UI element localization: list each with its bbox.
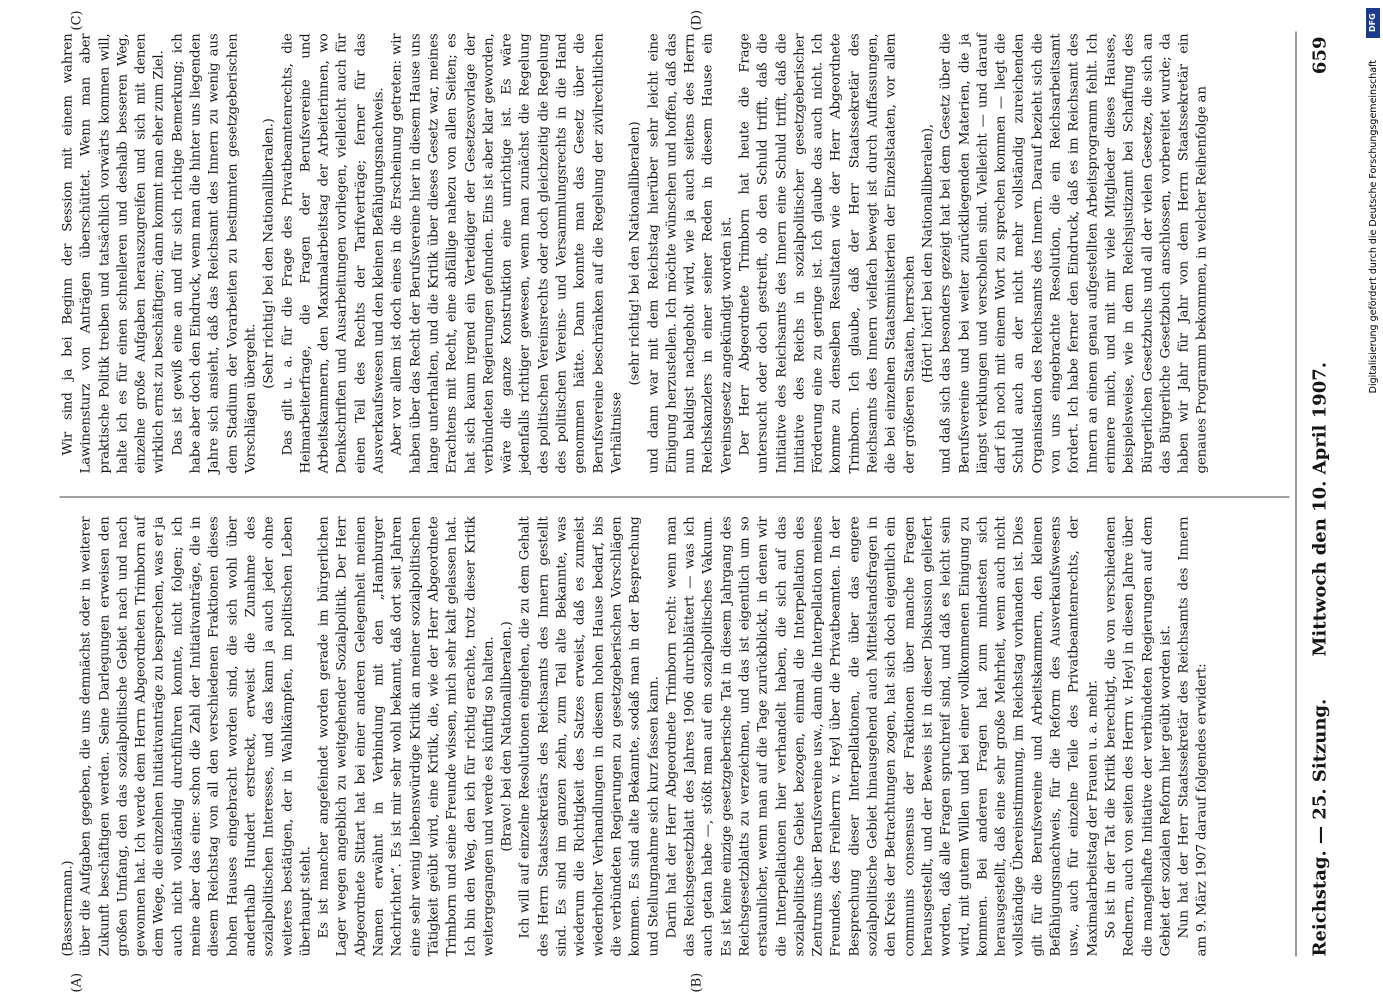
header-date: Mittwoch den 10. April 1907. [1309,361,1331,657]
speaker-name: (Bassermann.) [60,860,76,957]
interjection: (Bravo! bei den Nationalliberalen.) [499,621,515,852]
margin-marker-c: (C) [69,10,85,31]
paragraph: Nun hat der Herr Staatssekretär des Reichsamts des Innern am 9. März 1907 darauf folgendes erwidert: [1176,516,1210,957]
paragraph: Ich will auf einzelne Resolutionen eingehen, die zu dem Gehalt des Herrn Staatssekretärs des Reichsamts des Innern gestellt sind. Es sind im ganzen zehn, zum Teil alte Bekannte, was wiederum die Richtigkeit des Satzes erweist, daß es zumeist wiederholter Verhandlungen in diesem hohen Hause bedarf, bis die verbündeten Regierungen zu gesetzgeberischen Vorschlägen kommen. Es sind alte Bekannte, sodaß man in der Besprechung und Stellungnahme sich kurz fassen kann. [517,516,661,957]
paragraph: über die Aufgaben gegeben, die uns demnächst oder in weiterer Zukunft beschäftigen werden. Seine Darlegungen erweisen den großen Umfang, den das sozialpolitische Gebiet nach und nach gewonnen hat. Ich werde dem Herrn Abgeordneten Trimborn auf dem Wege, die einzelnen Initiativanträge zu besprechen, was er ja auch nicht vollständig durchführen konnte, nicht folgen; ich meine aber das eine: schon die Zahl der Initiativanträge, die in diesem Reichstag von all den verschiedenen Fraktionen dieses hohen Hauses eingebracht worden sind, die sich wohl über anderthalb Hundert erstreckt, erweist die Zunahme des sozialpolitischen Interesses, und das kann ja auch jeder ohne weiteres bestätigen, der in Wahlkämpfen, im politischen Leben überhaupt steht. [78,516,314,957]
page-header [1310,37,1340,957]
paragraph: Das ist gewiß eine an und für sich richtige Bemerkung; ich habe aber doch den Eindruck, wenn man die hinter uns liegenden Jahre sich ansieht, daß das Reichsamt des Innern zu wenig aus dem Stadium der Vorarbeiten zu bestimmten gesetzgeberischen Vorschlägen übergeht. [170,33,259,474]
interjection: (sehr richtig! bei den Nationalliberalen) [627,121,643,386]
paragraph: Darin hat der Herr Abgeordnete Trimborn recht: wenn man das Reichsgesetzblatt des Jahres 1906 durchblättert — was ich auch getan habe —, stößt man auf ein sozialpolitisches Vakuum. Es ist keine einzige gesetzgeberische Tat in diesem Jahrgang des Reichsgesetzblatts zu verzeichnen, und das ist eigentlich um so erstaunlicher, wenn man auf die Tage zurückblickt, in denen wir die Interpellationen hier verhandelt haben, die sich auf das sozialpolitische Gebiet bezogen, einmal die Interpellation des Zentrums über Berufsvereine usw., dann die Interpellation meines Freundes, des Freiherrn v. Heyl über die Privatbeamten. In der Besprechung dieser Interpellationen, die über das engere sozialpolitische Gebiet hinausgehend auch Mittelstandsfragen in den Kreis der Betrachtungen zogen, hat sich doch eigentlich ein communis consensus der Fraktionen über manche Fragen herausgestellt, und der Beweis ist in dieser Diskussion geliefert worden, daß alle Fragen spruchreif sind, und daß es leicht sein wird, mit gutem Willen und bei einer vollkommenen Einigung zu kommen. Bei anderen Fragen hat zum mindesten sich herausgestellt, daß eine sehr große Mehrheit, wenn auch nicht vollständige Übereinstimmung, im Reichstag vorhanden ist. Dies gilt für die Berufsvereine und Arbeitskammern, den kleinen Befähigungsnachweis, für die Reform des Ausverkaufswesens usw., auch für einzelne Teile des Privatbeamtenrechts, der Maximalarbeitstag der Frauen u. a. mehr. [664,516,1101,957]
scanned-page [0,1,1383,1001]
interjection: (Sehr richtig! bei den Nationalliberalen.) [261,118,277,389]
margin-marker-a: (A) [69,972,85,993]
column-divider [60,497,1290,498]
margin-marker-b: (B) [689,972,705,993]
paragraph: und daß sich das besonders gezeigt hat bei dem Gesetz über die Berufsvereine und bei weiter zurückliegenden Materien, die ja längst verklungen und verschollen sind. Vielleicht — und darauf darf ich noch mit einem Wort zu sprechen kommen — liegt die Schuld auch an der nicht mehr vollständig zureichenden Organisation des Reichsamts des Innern. Darauf bezieht sich die von uns eingebrachte Resolution, die ein Reichsarbeitsamt fordert. Ich habe ferner den Eindruck, daß es im Reichsamt des Innern an einem genau aufgestellten Arbeitsprogramm fehlt. Ich erinnere mich, und mit mir viele Mitglieder dieses Hauses, beispielsweise, wie in dem Reichsjustizamt bei Schaffung des Bürgerlichen Gesetzbuchs und all der vielen Gesetze, die sich an das Bürgerliche Gesetzbuch anschlossen, vorbereitet wurde; da haben wir Jahr für Jahr von dem Herrn Staatssekretär ein genaues Programm bekommen, in welcher Reihenfolge an [938,33,1210,474]
digitization-note: Digitalisierung gefördert durch die Deutsche Forschungsgemeinschaft [1368,60,1379,394]
paragraph: So ist in der Tat die Kritik berechtigt, die von verschiedenen Rednern, auch von seiten des Herrn v. Heyl in diesen Jahre über die mangelhafte Initiative der verbündeten Regierungen auf dem Gebiet der sozialen Reform hier geübt worden ist. [1103,516,1174,957]
paragraph: Aber vor allem ist doch eines in die Erscheinung getreten: wir haben über das Recht der Berufsvereine hier in diesem Hause uns lange unterhalten, und die Kritik über dieses Gesetz war, meines Erachtens mit Recht, eine abfällige nahezu von allen Seiten; es hat sich kaum irgend ein Verteidiger der Gesetzesvorlage der verbündeten Regierungen gefunden. Eins ist aber klar geworden, wäre die ganze Konstruktion eine unrichtige ist. Es wäre jedenfalls richtiger gewesen, wenn man zunächst die Regelung des politischen Vereinsrechts oder doch gleichzeitig die Regelung des politischen Vereins- und Versammlungsrechts in die Hand genommen hätte. Dann konnte man das Gesetz über die Berufsvereine beschränken auf die Regelung der zivilrechtlichen Verhältnisse [389,33,625,474]
page-number: 659 [1309,36,1331,75]
margin-marker-d: (D) [689,9,705,31]
header-session: Reichstag. — 25. Sitzung. [1309,698,1331,957]
paragraph: Es ist mancher angefeindet worden gerade im bürgerlichen Lager wegen angeblich zu weitgehender Sozialpolitik. Der Herr Abgeordnete Sittart hat bei einer anderen Gelegenheit meinen Namen erwähnt in Verbindung mit den „Hamburger Nachrichten“. Es ist mir sehr wohl bekannt, daß dort seit Jahren eine sehr wenig liebenswürdige Kritik an meiner sozialpolitischen Tätigkeit geübt wird, eine Kritik, die, wie der Herr Abgeordnete Trimborn und seine Freunde wissen, mich sehr kalt gelassen hat. Ich bin den Weg, den ich für richtig erachte, trotz dieser Kritik weitergegangen und werde es künftig so halten. [316,516,497,957]
left-column [60,517,1300,957]
paragraph: Das gilt u. a. für die Frage des Privatbeamtenrechts, die Heimarbeiterfrage, die Fragen der Berufsvereine und Arbeitskammern, den Maximalarbeitstag der Arbeiterinnen, wo Denkschriften und Ausarbeitungen vorliegen, vielleicht auch für einen Teil des Rechts der Tarifverträge; ferner für das Ausverkaufswesen und den kleinen Befähigungsnachweis. [280,33,387,474]
quotation: Wir sind ja bei Beginn der Session mit einem wahren Lawinensturz von Anträgen überschüttet. Wenn man aber praktische Politik treiben und tatsächlich vorwärts kommen will, halte ich es für einen schnelleren und deshalb besseren Weg, einzelne große Aufgaben herauszugreifen und sich mit denen wirklich ernst zu beschäftigen; dann kommt man eher zum Ziel. [60,33,167,474]
interjection: (Hört! hört! bei den Nationalliberalen), [920,124,936,383]
paragraph: Der Herr Abgeordnete Trimborn hat heute die Frage untersucht oder doch gestreift, ob den Schuld trifft, daß die Initiative des Reichsamts des Innern eine Schuld trifft, daß die Initiative des Reichs in sozialpolitischer gesetzgeberischer Förderung eine zu geringe ist. Ich glaube das auch nicht. Ich komme zu denselben Resultaten wie der Herr Abgeordnete Trimborn. Ich glaube, daß der Herr Staatssekretär des Reichsamts des Innern vielfach bewegt ist durch Auffassungen, die bei einzelnen Staatsministerien der Einzelstaaten, vor allem der größeren Staaten, herrschen [737,33,918,474]
paragraph: und dann war mit dem Reichstag hierüber sehr leicht eine Einigung herzustellen. Ich möchte wünschen und hoffen, daß das nun baldigst nachgeholt wird, wie ja auch seitens des Herrn Reichskanzlers in einer seiner Reden in diesem Hause ein Vereinsgesetz angekündigt worden ist. [646,33,735,474]
right-column [60,34,1300,474]
dfg-logo: DFG [1366,8,1380,38]
